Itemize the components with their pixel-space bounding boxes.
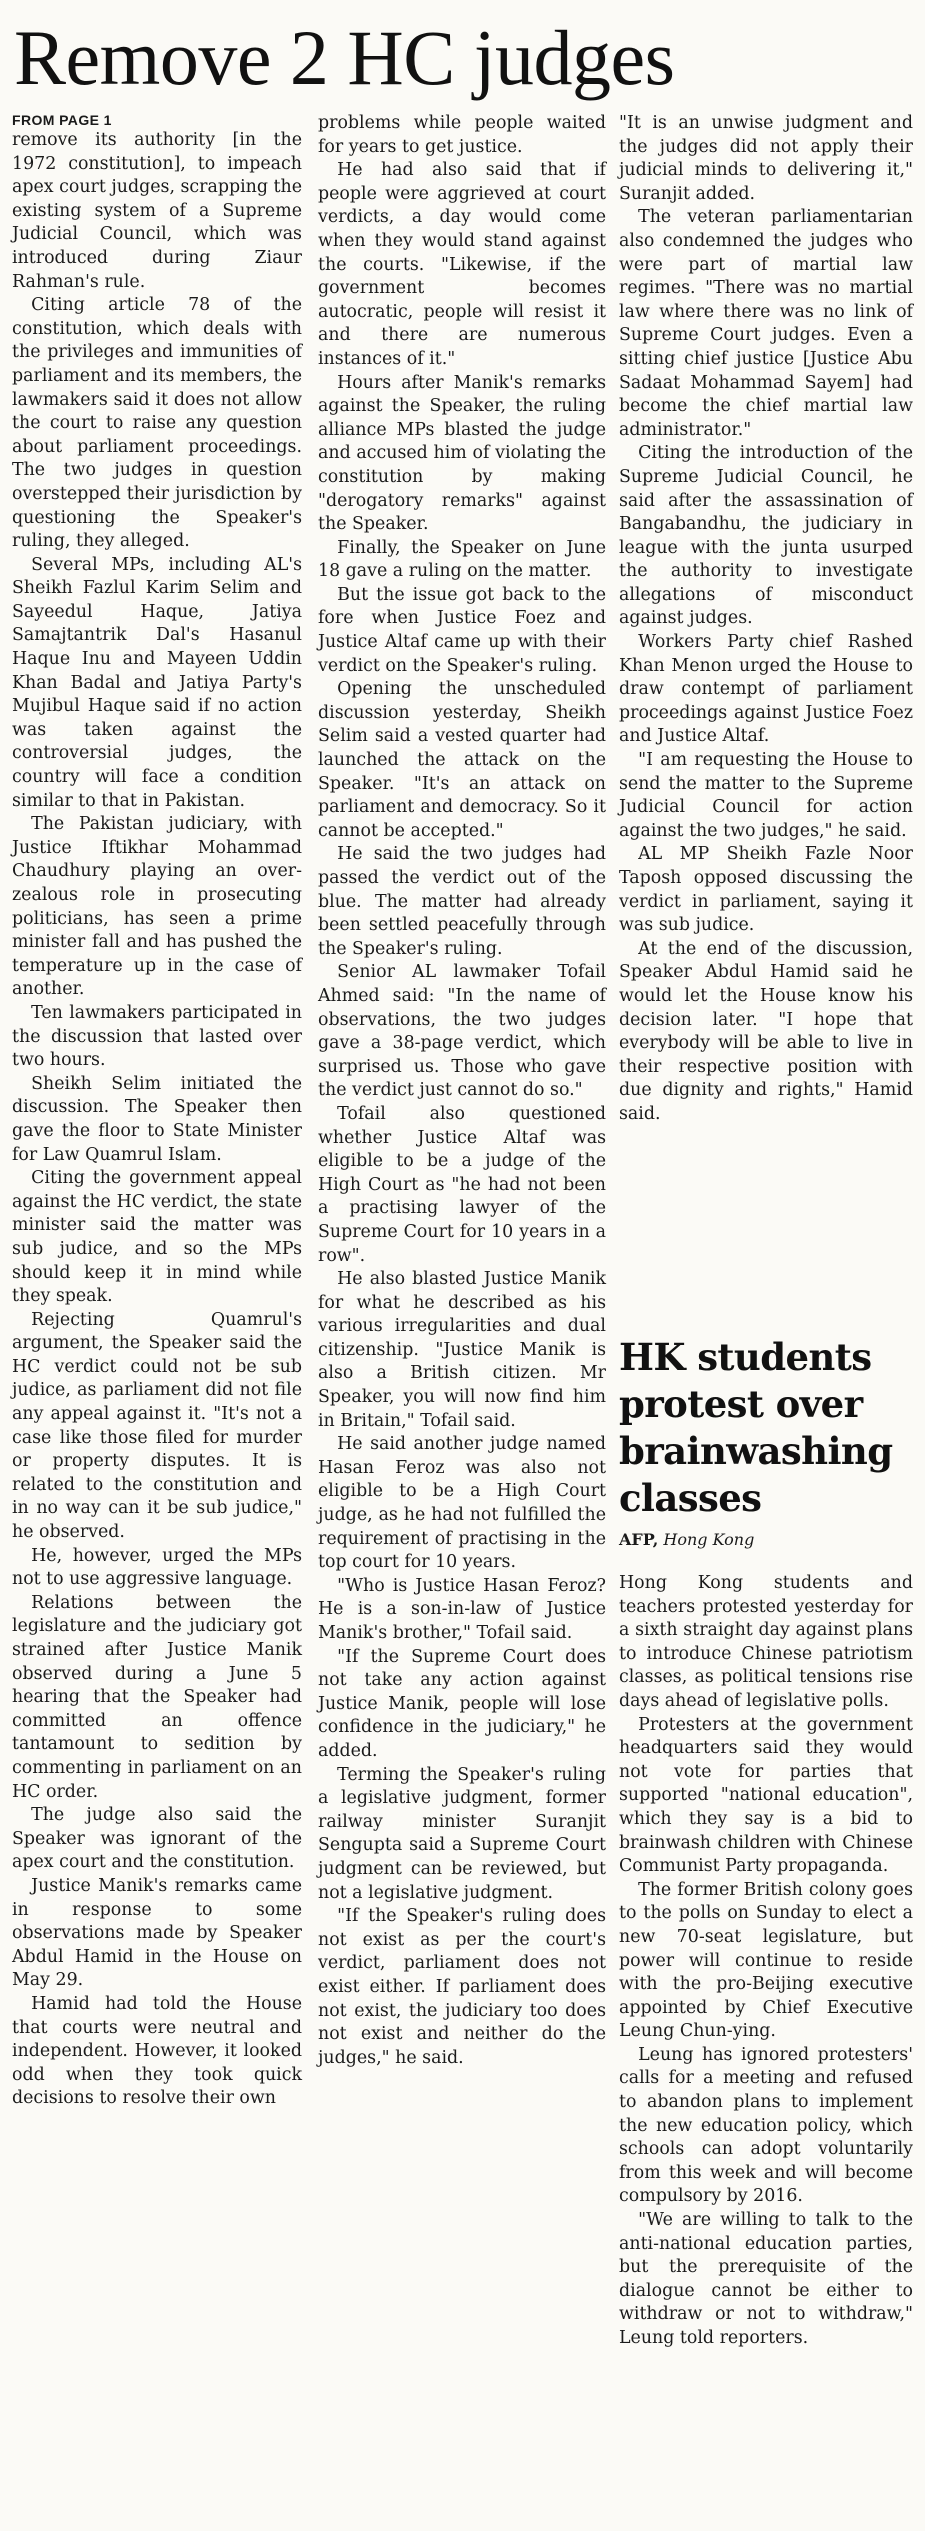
paragraph: Hours after Manik's remarks against the Speaker, the ruling alliance MPs blasted the judge and accused him of violating the constitution by making "derogatory remarks" against the Speaker. [318, 372, 606, 535]
paragraph: Workers Party chief Rashed Khan Menon urged the House to draw contempt of parliament proceedings against Justice Foez and Justice Altaf. [619, 632, 913, 747]
paragraph: remove its authority [in the 1972 constitution], to impeach apex court judges, scrapping the existing system of a Supreme Judicial Council, which was introduced during Ziaur Rahman's rule. [12, 130, 303, 292]
paragraph: He said another judge named Hasan Feroz was also not eligible to be a High Court judge, as he had not fulfilled the requirement of practising in the top court for 10 years. [318, 1434, 606, 1573]
story-column-2 [318, 112, 606, 2070]
paragraph: Citing the government appeal against the HC verdict, the state minister said the matter was sub judice, and so the MPs should keep it in mind while they speak. [12, 1168, 302, 1307]
hk-story [619, 1334, 913, 2351]
paragraph: Hamid had told the House that courts were neutral and independent. However, it looked odd when they took quick decisions to resolve their own [12, 1993, 302, 2109]
byline-agency: AFP, [619, 1530, 659, 1549]
paragraph: Ten lawmakers participated in the discussion that lasted over two hours. [12, 1002, 302, 1071]
hk-story-body [619, 1572, 913, 2351]
paragraph: At the end of the discussion, Speaker Abdul Hamid said he would let the House know his decision later. "I hope that everybody will be able to live in their respective position with due dignity and rights," Hamid said. [619, 938, 913, 1124]
paragraph: He also blasted Justice Manik for what he described as his various irregularities and dual citizenship. "Justice Manik is also a British citizen. Mr Speaker, you will now find him in Britain," Tofail said. [318, 1269, 606, 1431]
paragraph: Several MPs, including AL's Sheikh Fazlul Karim Selim and Sayeedul Haque, Jatiya Samajtantrik Dal's Hasanul Haque Inu and Mayeen Uddin Khan Badal and Jatiya Party's Mujibul Haque said if no action was taken against the controversial judges, the country will face a condition similar to that in Pakistan. [12, 554, 302, 811]
paragraph: The Pakistan judiciary, with Justice Iftikhar Mohammad Chaudhury playing an over-zealous role in prosecuting politicians, has seen a prime minister fall and has pushed the temperature up in the case of another. [12, 814, 302, 1000]
paragraph: Finally, the Speaker on June 18 gave a ruling on the matter. [318, 537, 606, 582]
paragraph: Relations between the legislature and the judiciary got strained after Justice Manik observed during a June 5 hearing that the Speaker had committed an offence tantamount to sedition by commenting in parliament on an HC order. [12, 1592, 302, 1802]
paragraph: Hong Kong students and teachers protested yesterday for a sixth straight day against plans to introduce Chinese patriotism classes, as political tensions rise days ahead of legislative polls. [619, 1573, 913, 1711]
paragraph: Senior AL lawmaker Tofail Ahmed said: "In the name of observations, the two judges gave a 38-page verdict, which surprised us. Those who gave the verdict just cannot do so." [318, 962, 606, 1101]
paragraph: The judge also said the Speaker was ignorant of the apex court and the constitution. [12, 1805, 302, 1873]
paragraph: The former British colony goes to the polls on Sunday to elect a new 70-seat legislature, but power will continue to reside with the pro-Beijing executive appointed by Chief Executive Leung Chun-ying. [619, 1879, 913, 2042]
paragraph: Justice Manik's remarks came in response to some observations made by Speaker Abdul Hamid in the House on May 29. [12, 1875, 302, 1991]
paragraph: Protesters at the government headquarters said they would not vote for parties that supported "national education", which they say is a bid to brainwash children with Chinese Communist Party propaganda. [619, 1714, 913, 1877]
paragraph: problems while people waited for years to get justice. [318, 113, 606, 157]
paragraph: Tofail also questioned whether Justice Altaf was eligible to be a judge of the High Court as "he had not been a practising lawyer of the Supreme Court for 10 years in a row". [318, 1103, 606, 1266]
paragraph: He, however, urged the MPs not to use aggressive language. [12, 1545, 302, 1590]
paragraph: He had also said that if people were aggrieved at court verdicts, a day would come when they would stand against the courts. "Likewise, if the government becomes autocratic, people will resist it and there are numerous instances of it." [318, 160, 606, 369]
paragraph: Opening the unscheduled discussion yesterday, Sheikh Selim said a vested quarter had launched the attack on the Speaker. "It's an attack on parliament and democracy. So it cannot be accepted." [318, 679, 606, 841]
paragraph: AL MP Sheikh Fazle Noor Taposh opposed discussing the verdict in parliament, saying it was sub judice. [619, 844, 913, 936]
paragraph: He said the two judges had passed the verdict out of the blue. The matter had already been settled peacefully through the Speaker's ruling. [318, 844, 606, 959]
paragraph: Citing the introduction of the Supreme Judicial Council, he said after the assassination of Bangabandhu, the judiciary in league with the junta usurped the authority to investigate allegations of misconduct against judges. [619, 443, 913, 629]
paragraph: The veteran parliamentarian also condemned the judges who were part of martial law regimes. "There was no martial law where there was no link of Supreme Court judges. Even a sitting chief justice [Justice Abu Sadaat Mohammad Sayem] had become the chief martial law administrator." [619, 207, 913, 440]
paragraph: Sheikh Selim initiated the discussion. The Speaker then gave the floor to State Minister for Law Quamrul Islam. [12, 1073, 302, 1165]
kicker: FROM PAGE 1 [12, 112, 112, 128]
paragraph: But the issue got back to the fore when Justice Foez and Justice Altaf came up with their verdict on the Speaker's ruling. [318, 584, 606, 676]
paragraph: Leung has ignored protesters' calls for a meeting and refused to abandon plans to implement the new education policy, which schools can adopt voluntarily from this week and will become compulsory by 2016. [619, 2044, 913, 2207]
headline: Remove 2 HC judges [14, 14, 675, 101]
byline-place: Hong Kong [663, 1530, 755, 1549]
byline [619, 1530, 913, 1550]
paragraph: "If the Supreme Court does not take any action against Justice Manik, people will lose confidence in the judiciary," he added. [318, 1646, 606, 1761]
paragraph: "Who is Justice Hasan Feroz? He is a son-in-law of Justice Manik's brother," Tofail said. [318, 1575, 606, 1643]
paragraph: Terming the Speaker's ruling a legislative judgment, former railway minister Suranjit Sengupta said a Supreme Court judgment can be reviewed, but not a legislative judgment. [318, 1764, 606, 1903]
paragraph: Rejecting Quamrul's argument, the Speaker said the HC verdict could not be sub judice, as parliament did not file any appeal against it. "It's not a case like those filed for murder or property disputes. It is related to the constitution and in no way can it be sub judice," he observed. [12, 1309, 302, 1543]
paragraph: "It is an unwise judgment and the judges did not apply their judicial minds to delivering it," Suranjit added. [619, 113, 913, 204]
paragraph: "We are willing to talk to the anti-national education parties, but the prerequisite of the dialogue cannot be either to withdraw or not to withdraw," Leung told reporters. [619, 2210, 913, 2348]
story-column-1 [12, 112, 302, 2111]
paragraph: "If the Speaker's ruling does not exist as per the court's verdict, parliament does not exist either. If parliament does not exist, the judiciary too does not exist and neither do the judges," he said. [318, 1906, 606, 2068]
paragraph: "I am requesting the House to send the matter to the Supreme Judicial Council for action against the two judges," he said. [619, 750, 913, 841]
paragraph: Citing article 78 of the constitution, which deals with the privileges and immunities of parliament and its members, the lawmakers said it does not allow the court to raise any question about parliament proceedings. The two judges in question overstepped their jurisdiction by questioning the Speaker's ruling, they alleged. [12, 295, 302, 552]
story-column-3 [619, 112, 913, 1127]
hk-story-headline: HK students protest over brainwashing classes [619, 1335, 893, 1520]
